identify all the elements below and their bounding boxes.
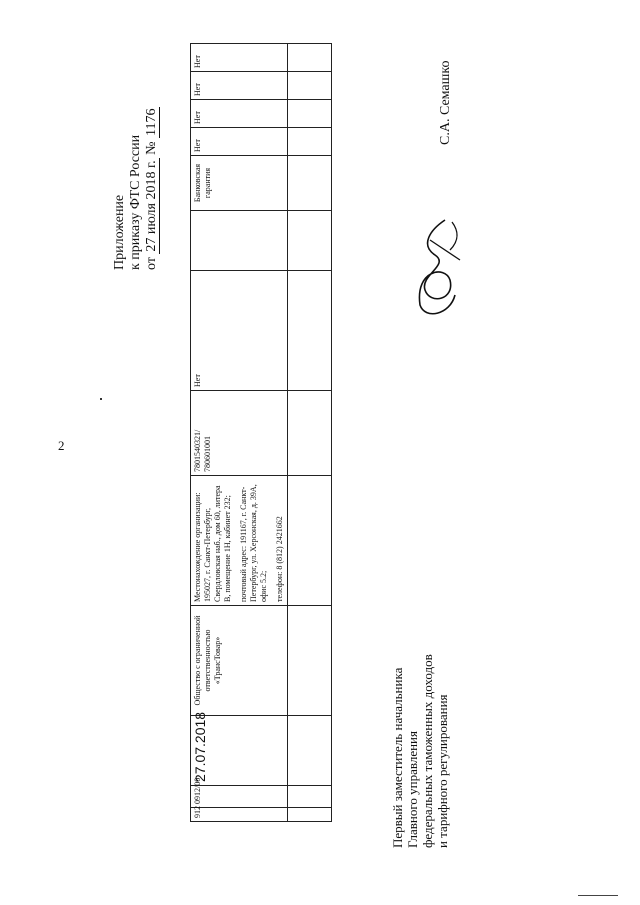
column-9-value [191, 211, 288, 271]
phone-text: телефон: 8 (812) 2421662 [275, 516, 284, 602]
signature-image [400, 210, 470, 330]
empty-cell [288, 786, 332, 808]
table-row [191, 44, 288, 822]
empty-cell [288, 156, 332, 211]
empty-cell [288, 606, 332, 716]
empty-cell [288, 44, 332, 72]
appendix-label: Приложение [112, 194, 127, 270]
order-reference: к приказу ФТС России [128, 134, 143, 270]
guarantee-type: Банковская гарантия [191, 156, 288, 211]
order-date-line [144, 107, 160, 270]
empty-cell [288, 391, 332, 476]
postal-address-text: почтовый адрес: 191167, г. Санкт-Петербург, ул. Херсонская, д. 39А, офис 5.2; [239, 484, 268, 602]
page-number: 2 [58, 438, 65, 453]
location-text: Местонахождение организации: 195027, г. Санкт-Петербург, Свердловская наб., дом 60, литера В, помещение 1Н, кабинет 232; [193, 485, 232, 602]
stray-dot [100, 398, 102, 400]
column-13-value: Нет [191, 72, 288, 100]
table-row-body [288, 44, 332, 822]
column-8-value: Нет [191, 271, 288, 391]
order-number: 1176 [144, 108, 159, 136]
empty-cell [288, 476, 332, 606]
signatory-position-line-1: Первый заместитель начальника [390, 667, 405, 848]
signatory-name: С.А. Семашко [438, 60, 453, 145]
bottom-divider [578, 895, 618, 896]
registry-table [190, 44, 332, 822]
column-14-value: Нет [191, 44, 288, 72]
address-cell [191, 476, 288, 606]
order-number-label: № [144, 141, 159, 155]
row-number: 912 [191, 808, 288, 822]
column-11-value: Нет [191, 128, 288, 156]
order-date-prefix: от [144, 257, 159, 270]
signatory-position-line-2: Главного управления [405, 731, 420, 848]
signatory-position-line-4: и тарифного регулирования [435, 694, 450, 848]
column-12-value: Нет [191, 100, 288, 128]
empty-cell [288, 128, 332, 156]
organization-name: Общество с ограниченной ответственностью «ТрансТовар» [191, 606, 288, 716]
inn-kpp: 7801540321/ 780601001 [191, 391, 288, 476]
inclusion-date: 27.07.2018 [191, 716, 288, 786]
signatory-position-line-3: федеральных таможенных доходов [420, 654, 435, 848]
empty-cell [288, 271, 332, 391]
empty-cell [288, 716, 332, 786]
empty-cell [288, 72, 332, 100]
empty-cell [288, 100, 332, 128]
empty-cell [288, 211, 332, 271]
order-date: 27 июля 2018 г. [144, 160, 159, 252]
empty-cell [288, 808, 332, 822]
registry-code: 0912/00 [191, 786, 288, 808]
